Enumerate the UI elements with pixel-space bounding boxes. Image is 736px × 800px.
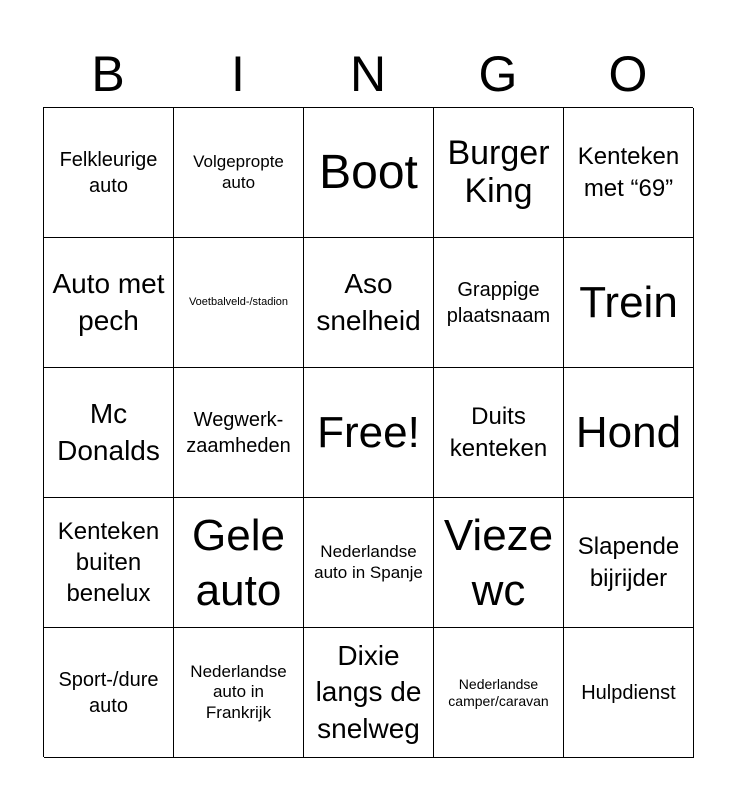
free-space-cell[interactable]: Free! — [304, 368, 434, 498]
bingo-cell[interactable]: Kenteken buiten benelux — [44, 498, 174, 628]
bingo-cell[interactable]: Wegwerk-zaamheden — [174, 368, 304, 498]
bingo-cell[interactable]: Burger King — [434, 108, 564, 238]
bingo-cell[interactable]: Boot — [304, 108, 434, 238]
bingo-cell[interactable]: Hond — [564, 368, 694, 498]
bingo-cell[interactable]: Duits kenteken — [434, 368, 564, 498]
bingo-cell[interactable]: Mc Donalds — [44, 368, 174, 498]
header-letter-o: O — [608, 46, 648, 102]
bingo-cell[interactable]: Sport-/dure auto — [44, 628, 174, 758]
bingo-header — [43, 40, 693, 108]
bingo-cell[interactable]: Nederlandse auto in Frankrijk — [174, 628, 304, 758]
bingo-cell[interactable]: Auto met pech — [44, 238, 174, 368]
bingo-cell[interactable]: Nederlandse auto in Spanje — [304, 498, 434, 628]
bingo-cell[interactable]: Dixie langs de snelweg — [304, 628, 434, 758]
header-letter-g: G — [478, 46, 518, 102]
header-letter-i: I — [231, 46, 245, 102]
bingo-cell[interactable]: Vieze wc — [434, 498, 564, 628]
bingo-cell[interactable]: Nederlandse camper/caravan — [434, 628, 564, 758]
bingo-cell[interactable]: Gele auto — [174, 498, 304, 628]
bingo-cell[interactable]: Hulpdienst — [564, 628, 694, 758]
bingo-cell[interactable]: Felkleurige auto — [44, 108, 174, 238]
header-letter-b: B — [91, 46, 125, 102]
bingo-cell[interactable]: Trein — [564, 238, 694, 368]
bingo-board — [43, 107, 693, 757]
bingo-cell[interactable]: Grappige plaatsnaam — [434, 238, 564, 368]
bingo-cell[interactable]: Slapende bijrijder — [564, 498, 694, 628]
bingo-cell[interactable]: Voetbalveld-/stadion — [174, 238, 304, 368]
bingo-cell[interactable]: Kenteken met “69” — [564, 108, 694, 238]
bingo-cell[interactable]: Aso snelheid — [304, 238, 434, 368]
header-letter-n: N — [349, 46, 387, 102]
bingo-cell[interactable]: Volgepropte auto — [174, 108, 304, 238]
